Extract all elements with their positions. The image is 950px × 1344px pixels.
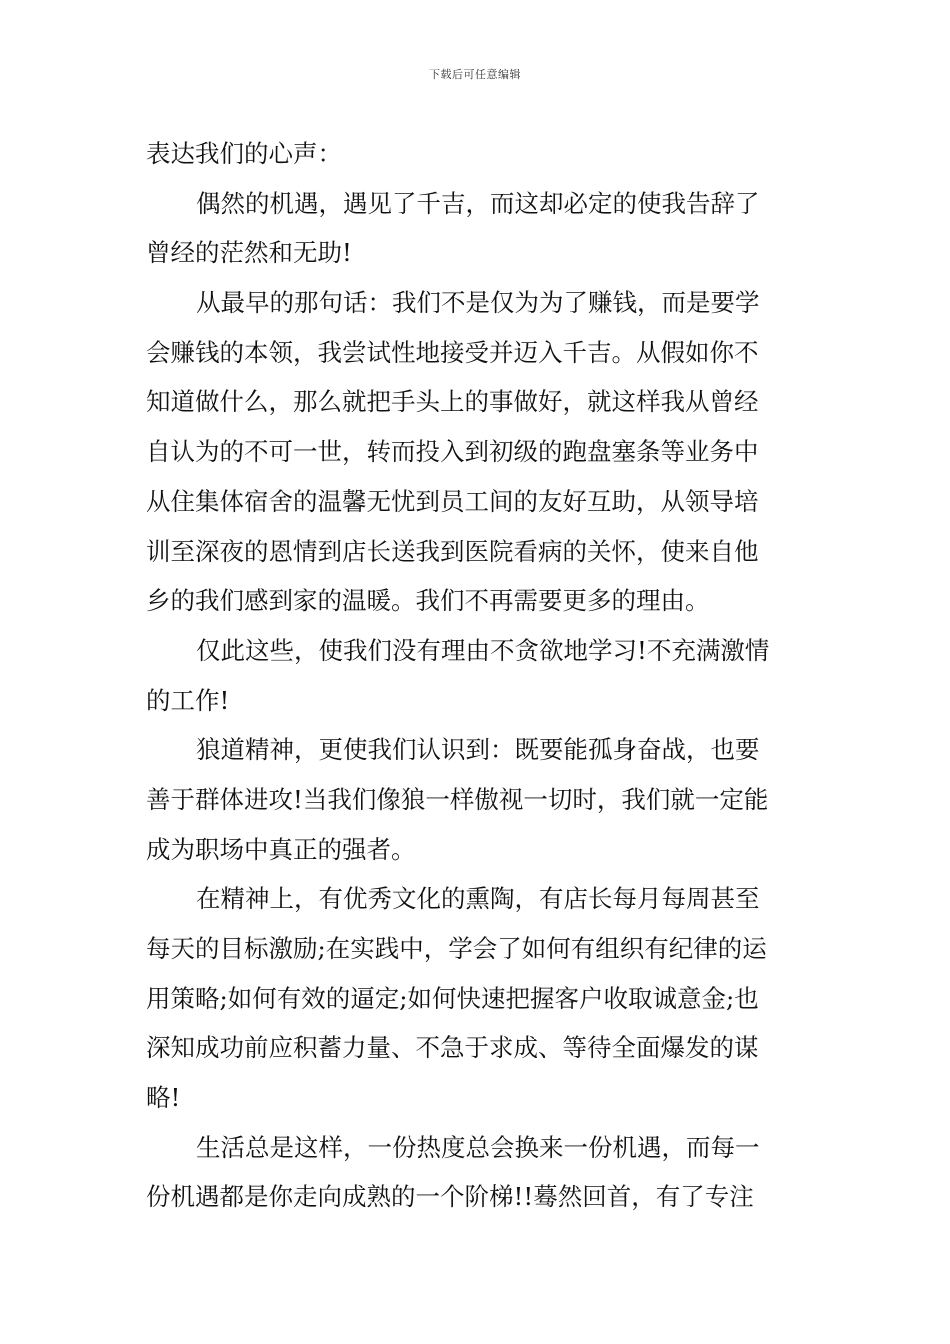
text-line: 从最早的那句话：我们不是仅为为了赚钱，而是要学 [196, 288, 760, 318]
text-line: 份机遇都是你走向成熟的一个阶梯!!蓦然回首，有了专注 [146, 1182, 754, 1212]
page-header: 下载后可任意编辑 [429, 68, 521, 81]
text-line: 偶然的机遇，遇见了千吉，而这却必定的使我告辞了 [196, 188, 760, 218]
text-line: 在精神上，有优秀文化的熏陶，有店长每月每周甚至 [196, 884, 760, 914]
text-line: 的工作! [146, 685, 230, 715]
text-line: 乡的我们感到家的温暖。我们不再需要更多的理由。 [146, 586, 710, 616]
text-line: 深知成功前应积蓄力量、不急于求成、等待全面爆发的谋 [146, 1033, 759, 1063]
text-line: 会赚钱的本领，我尝试性地接受并迈入千吉。从假如你不 [146, 337, 759, 367]
text-line: 仅此这些，使我们没有理由不贪欲地学习!不充满激情 [196, 635, 770, 665]
text-line: 每天的目标激励;在实践中，学会了如何有组织有纪律的运 [146, 934, 767, 963]
text-line: 善于群体进攻!当我们像狼一样傲视一切时，我们就一定能 [146, 784, 769, 814]
text-line: 自认为的不可一世，转而投入到初级的跑盘塞条等业务中 [146, 437, 759, 467]
text-line: 生活总是这样，一份热度总会换来一份机遇，而每一 [196, 1132, 760, 1162]
text-line: 曾经的茫然和无助! [146, 238, 352, 268]
text-line: 训至深夜的恩情到店长送我到医院看病的关怀，使来自他 [146, 536, 759, 566]
text-line: 知道做什么，那么就把手头上的事做好，就这样我从曾经 [146, 387, 759, 417]
text-line: 成为职场中真正的强者。 [146, 834, 416, 864]
text-line: 用策略;如何有效的逼定;如何快速把握客户收取诚意金;也 [146, 983, 759, 1013]
text-line: 狼道精神，更使我们认识到：既要能孤身奋战，也要 [196, 735, 760, 765]
text-line: 表达我们的心声： [146, 139, 342, 168]
text-line: 略! [146, 1083, 181, 1113]
document-body [146, 129, 814, 1222]
text-line: 从住集体宿舍的温馨无忧到员工间的友好互助，从领导培 [146, 486, 759, 516]
